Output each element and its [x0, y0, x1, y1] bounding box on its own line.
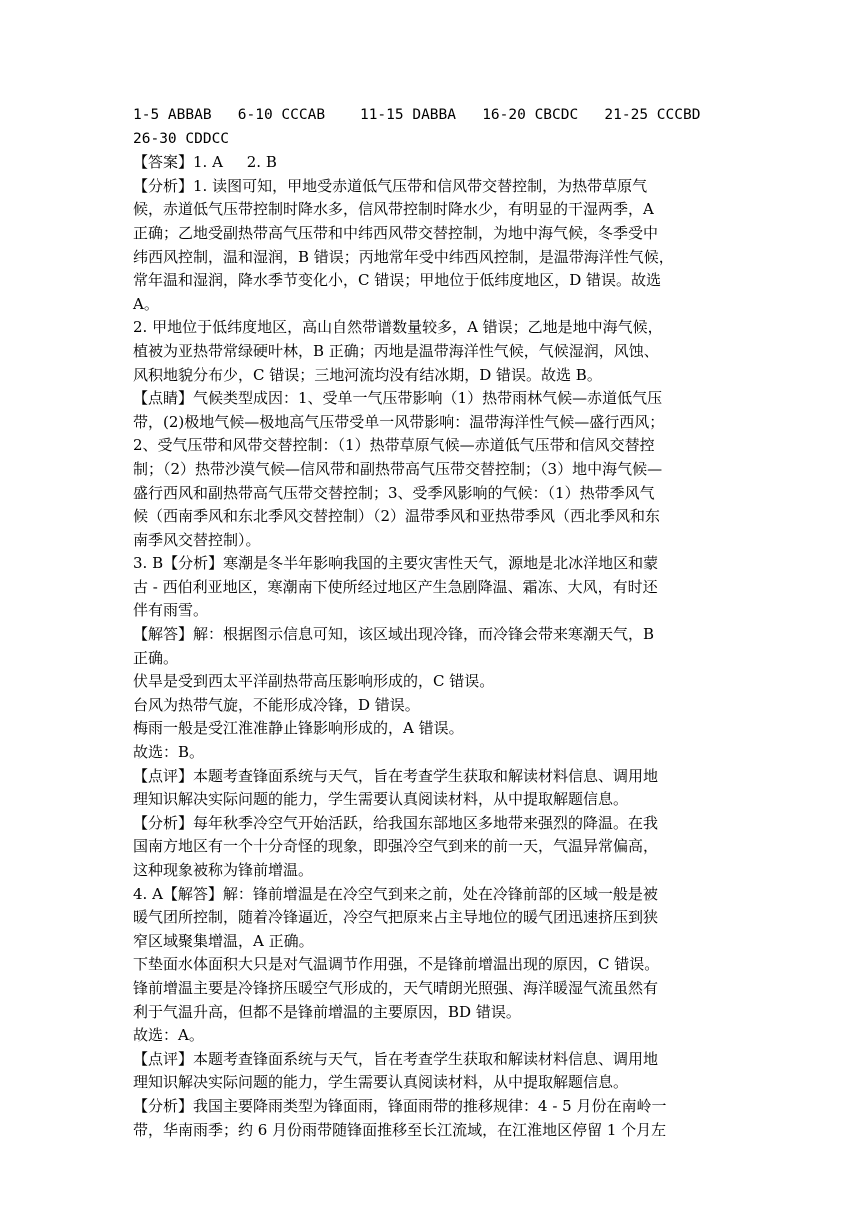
text-line: 理知识解决实际问题的能力，学生需要认真阅读材料，从中提取解题信息。 — [133, 790, 629, 809]
answer-key-line: 1-5 ABBAB 6-10 CCCAB 11-15 DABBA 16-20 CBCDC 21-25 CCCBD — [133, 107, 701, 123]
text-line: 带，华南雨季；约 6 月份雨带随锋面推移至长江流域，在江淮地区停留 1 个月左 — [133, 1120, 667, 1139]
text-line: 植被为亚热带常绿硬叶林，B 正确；丙地是温带海洋性气候，气候湿润，风蚀、 — [133, 341, 659, 360]
text-line: 窄区域聚集增温，A 正确。 — [133, 931, 314, 950]
text-line: 3. B【分析】寒潮是冬半年影响我国的主要灾害性天气，源地是北冰洋地区和蒙 — [133, 554, 659, 573]
text-line: 故选：A。 — [133, 1026, 204, 1045]
text-line: 风积地貌分布少，C 错误；三地河流均没有结冰期，D 错误。故选 B。 — [133, 365, 602, 384]
text-line: 古 - 西伯利亚地区，寒潮南下使所经过地区产生急剧降温、霜冻、大风，有时还 — [133, 577, 658, 596]
text-line: 常年温和湿润，降水季节变化小，C 错误；甲地位于低纬度地区，D 错误。故选 — [133, 271, 662, 290]
text-line: 候（西南季风和东北季风交替控制）（2）温带季风和亚热带季风（西北季风和东 — [133, 507, 661, 526]
text-line: 南季风交替控制）。 — [133, 530, 261, 549]
text-line: 【点评】本题考查锋面系统与天气，旨在考查学生获取和解读材料信息、调用地 — [133, 1049, 659, 1068]
text-line: 理知识解决实际问题的能力，学生需要认真阅读材料，从中提取解题信息。 — [133, 1073, 629, 1092]
text-line: 这种现象被称为锋前增温。 — [133, 861, 314, 879]
text-line: 伴有雨雪。 — [133, 601, 209, 620]
text-line: 台风为热带气旋，不能形成冷锋，D 错误。 — [133, 695, 420, 714]
text-line: A。 — [133, 294, 159, 313]
text-line: 带，(2)极地气候—极地高气压带受单一风带影响：温带海洋性气候—盛行西风； — [133, 412, 665, 431]
text-line: 暖气团所控制，随着冷锋逼近，冷空气把原来占主导地位的暖气团迅速挤压到狭 — [133, 908, 659, 927]
text-line: 【点评】本题考查锋面系统与天气，旨在考查学生获取和解读材料信息、调用地 — [133, 766, 659, 785]
text-line: 候，赤道低气压带控制时降水多，信风带控制时降水少，有明显的干湿两季，A — [133, 200, 654, 219]
text-line: 故选：B。 — [133, 743, 205, 762]
text-line: 下垫面水体面积大只是对气温调节作用强，不是锋前增温出现的原因，C 错误。 — [133, 955, 660, 974]
text-line: 伏旱是受到西太平洋副热带高压影响形成的，C 错误。 — [133, 672, 495, 691]
text-line: 2、受气压带和风带交替控制：（1）热带草原气候—赤道低气压带和信风交替控 — [133, 436, 655, 455]
text-line: 纬西风控制，温和湿润，B 错误；丙地常年受中纬西风控制，是温带海洋性气候， — [133, 247, 674, 266]
text-line: 【答案】1. A 2. B — [133, 153, 277, 172]
text-line: 4. A【解答】解：锋前增温是在冷空气到来之前，处在冷锋前部的区域一般是被 — [133, 884, 658, 903]
text-line: 【分析】我国主要降雨类型为锋面雨，锋面雨带的推移规律：4 - 5 月份在南岭一 — [133, 1096, 667, 1115]
text-line: 正确；乙地受副热带高气压带和中纬西风带交替控制，为地中海气候，冬季受中 — [133, 223, 659, 242]
text-line: 【分析】1. 读图可知，甲地受赤道低气压带和信风带交替控制，为热带草原气 — [133, 176, 648, 195]
text-line: 正确。 — [133, 648, 179, 667]
text-line: 制；（2）热带沙漠气候—信风带和副热带高气压带交替控制；（3）地中海气候— — [133, 459, 663, 478]
text-line: 【分析】每年秋季冷空气开始活跃，给我国东部地区多地带来强烈的降温。在我 — [133, 813, 659, 832]
answer-key-line: 26-30 CDDCC — [133, 130, 230, 147]
text-line: 【解答】解：根据图示信息可知，该区域出现冷锋，而冷锋会带来寒潮天气，B — [133, 625, 655, 644]
text-line: 【点睛】气候类型成因：1、受单一气压带影响（1）热带雨林气候—赤道低气压 — [133, 389, 663, 408]
text-line: 盛行西风和副热带高气压带交替控制；3、受季风影响的气候：（1）热带季风气 — [133, 483, 655, 502]
text-line: 利于气温升高，但都不是锋前增温的主要原因，BD 错误。 — [133, 1002, 521, 1021]
text-line: 国南方地区有一个十分奇怪的现象，即强冷空气到来的前一天，气温异常偏高， — [133, 837, 659, 856]
text-line: 2. 甲地位于低纬度地区，高山自然带谱数量较多，A 错误；乙地是地中海气候， — [133, 318, 663, 337]
text-line: 锋前增温主要是冷锋挤压暖空气形成的，天气晴朗光照强、海洋暖湿气流虽然有 — [133, 978, 659, 997]
document-body — [133, 104, 743, 1142]
text-line: 梅雨一般是受江淮准静止锋影响形成的，A 错误。 — [133, 719, 464, 738]
